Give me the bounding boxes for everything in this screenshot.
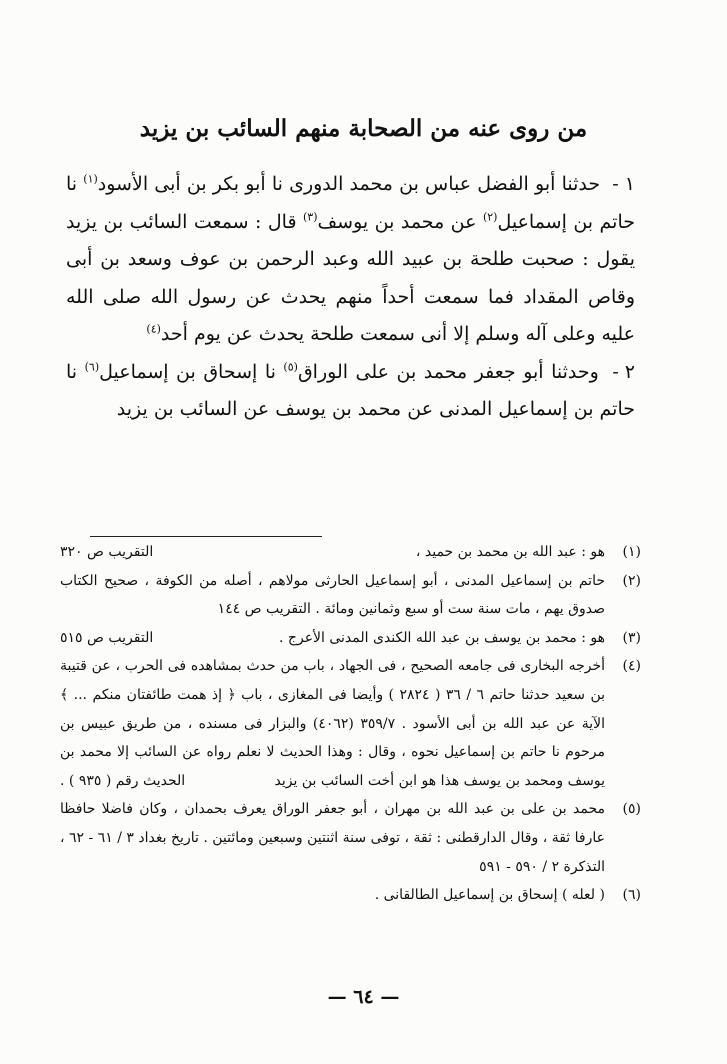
footnote-text: هو : محمد بن يوسف بن عبد الله الكندى المدنى الأعرج . [279,629,605,646]
footnote-2 [60,567,641,624]
hadith-text: نا إسحاق بن إسماعيل [99,360,284,383]
hadith-text: نا حاتم بن إسماعيل المدنى عن محمد بن يوسف عن السائب بن يزيد [66,360,635,420]
main-text [66,166,635,429]
footnote-ref[interactable]: (٦) [84,360,100,374]
footnote-ref[interactable]: (٥) [283,360,298,374]
hadith-2 [66,354,635,429]
footnote-text: أخرجه البخارى فى جامعه الصحيح ، فى الجهاد ، باب من حدث بمشاهده فى الحرب ، عن قتيبة بن سعيد حدثنا حاتم ٦ / ٣٦ ( ٢٨٢٤ ) وأيضا فى المغازى ، باب ﴿ إذ همت طائفتان منكم ... ﴾ الآية عن عبد الله بن أبى الأسود . ٣٥٩/٧ (٤٠٦٢) والبزار فى مسنده ، من طريق عبيس بن مرحوم نا حاتم بن إسماعيل نحوه ، وقال : وهذا الحديث لا نعلم رواه عن السائب إلا محمد بن يوسف ومحمد بن يوسف هذا هو ابن أخت السائب بن يزيد [60,658,605,789]
footnote-number: (٤) [622,658,641,675]
hadith-1 [66,166,635,354]
footnote-number: (١) [622,544,641,560]
footnote-divider [90,536,322,537]
footnote-number: (٥) [622,801,641,818]
section-title: من روى عنه من الصحابة منهم السائب بن يزيد [139,115,588,142]
footnote-source: التقريب ص ٥١٥ [60,629,154,646]
footnote-text: محمد بن على بن عبد الله بن مهران ، أبو جعفر الوراق يعرف بحمدان ، وكان فاضلا حافظا عارفا ثقة ، وقال الدارقطنى : ثقة ، توفى سنة اثنتين وسبعين ومائتين . تاريخ بغداد ٣ / ٦١ - ٦٢ ، التذكرة ٢ / ٥٩٠ - ٥٩١ [60,801,605,875]
hadith-text: قال : سمعت السائب بن يزيد يقول : صحبت طلحة بن عبيد الله وعبد الرحمن بن عوف وسعد بن أبى وقاص المقداد فما سمعت أحداً منهم يحدث عن رسول الله صلى الله عليه وعلى آله وسلم إلا أنى سمعت طلحة يحدث عن يوم أحد [66,210,635,345]
footnote-text: ( لعله ) إسحاق بن إسماعيل الطالقانى . [374,887,605,904]
hadith-text: نا حاتم بن إسماعيل [66,173,635,233]
hadith-number: ١ - [612,173,635,195]
footnote-1 [60,538,641,567]
footnote-4 [60,652,641,795]
footnote-6 [60,881,641,910]
footnote-ref[interactable]: (١) [83,172,98,186]
footnote-source: الحديث رقم ( ٩٣٥ ) . [60,772,186,789]
footnote-3 [60,624,641,653]
footnote-ref[interactable]: (٤) [146,322,161,336]
footnote-ref[interactable]: (٣) [303,210,318,224]
footnote-5 [60,795,641,881]
footnotes [60,538,641,910]
footnote-text: هو : عبد الله بن محمد بن حميد ، [415,544,605,560]
footnote-number: (٦) [622,887,641,904]
page-number: — ٦٤ — [327,986,400,1008]
hadith-text: وحدثنا أبو جعفر محمد بن على الوراق [297,360,599,383]
hadith-text: عن محمد بن يوسف [317,210,483,233]
hadith-number: ٢ - [612,360,635,383]
footnote-text: حاتم بن إسماعيل المدنى ، أبو إسماعيل الحارثى مولاهم ، أصله من الكوفة ، صحيح الكتاب صدوق يهم ، مات سنة ست أو سبع وثمانين ومائة . التقريب ص ١٤٤ [60,572,605,618]
hadith-text: حدثنا أبو الفضل عباس بن محمد الدورى نا أبو بكر بن أبى الأسود [97,173,601,195]
footnote-number: (٣) [622,629,641,646]
footnote-ref[interactable]: (٢) [482,210,498,224]
footnote-number: (٢) [622,572,641,589]
footnote-source: التقريب ص ٣٢٠ [60,544,154,560]
